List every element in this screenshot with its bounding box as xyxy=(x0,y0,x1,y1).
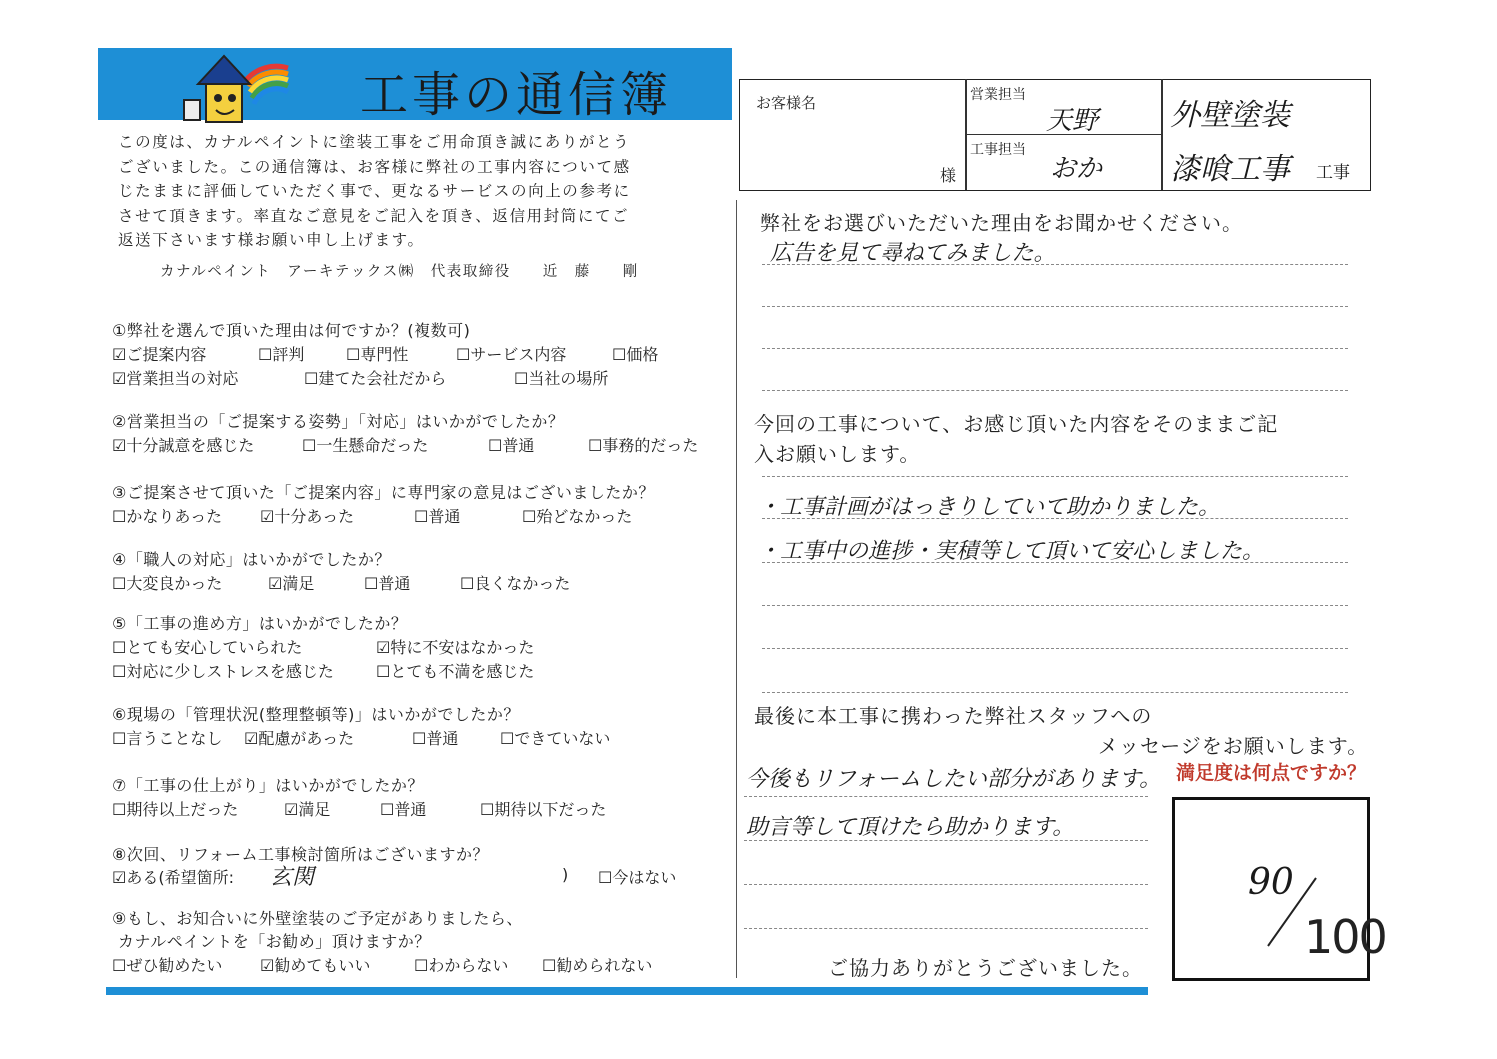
reason-heading: 弊社をお選びいただいた理由をお聞かせください。 xyxy=(760,211,1243,235)
sales-label: 営業担当 xyxy=(970,87,1026,103)
rule-line xyxy=(744,928,1148,929)
honorific-label: 様 xyxy=(940,166,957,185)
option-9-3[interactable]: ☐わからない xyxy=(414,956,509,975)
option-3-1[interactable]: ☐かなりあった xyxy=(112,507,223,526)
sales-value[interactable]: 天野 xyxy=(1046,106,1099,136)
thanks-text: ご協力ありがとうございました。 xyxy=(828,956,1143,980)
mascot-painter-icon xyxy=(176,50,296,130)
bottom-bar xyxy=(106,987,1148,995)
rule-line xyxy=(762,518,1348,519)
option-8-1[interactable]: ☑ある(希望箇所: xyxy=(112,868,234,887)
rule-line xyxy=(762,476,1348,477)
rule-line xyxy=(744,796,1148,797)
column-divider xyxy=(736,200,737,978)
option-9-4[interactable]: ☐勧められない xyxy=(542,956,653,975)
customer-name-label: お客様名 xyxy=(756,94,817,112)
rule-line xyxy=(744,884,1148,885)
question-4: ④「職人の対応」はいかがでしたか？ xyxy=(112,550,391,569)
option-1-1[interactable]: ☑ご提案内容 xyxy=(112,345,207,364)
option-6-4[interactable]: ☐できていない xyxy=(500,729,611,748)
option-2-2[interactable]: ☐一生懸命だった xyxy=(302,436,429,455)
option-5-1[interactable]: ☐とても安心していられた xyxy=(112,638,303,657)
option-1-5[interactable]: ☐価格 xyxy=(612,345,659,364)
question-9: ⑨もし、お知合いに外壁塗装のご予定がありましたら、 xyxy=(112,909,523,928)
work-suffix: 工事 xyxy=(1316,163,1350,183)
reason-answer[interactable]: 広告を見て尋ねてみました。 xyxy=(770,241,1056,266)
option-5-2[interactable]: ☑特に不安はなかった xyxy=(376,638,535,657)
option-3-3[interactable]: ☐普通 xyxy=(414,507,461,526)
option-7-4[interactable]: ☐期待以下だった xyxy=(480,800,607,819)
rule-line xyxy=(762,692,1348,693)
intro-line: させて頂きます。率直なご意見をご記入を頂き、返信用封筒にてご xyxy=(118,206,630,225)
question-1: ①弊社を選んで頂いた理由は何ですか？(複数可) xyxy=(112,321,471,340)
impression-heading-2: 入お願いします。 xyxy=(754,442,921,466)
option-9-2[interactable]: ☑勧めてもいい xyxy=(260,956,371,975)
option-2-4[interactable]: ☐事務的だった xyxy=(588,436,699,455)
option-9-1[interactable]: ☐ぜひ勧めたい xyxy=(112,956,223,975)
question-7: ⑦「工事の仕上がり」はいかがでしたか？ xyxy=(112,776,424,795)
impression-answer-1[interactable]: ・工事計画がはっきりしていて助かりました。 xyxy=(758,495,1221,520)
question-9-line2: カナルペイントを「お勧め」頂けますか？ xyxy=(118,932,431,951)
option-1-3[interactable]: ☐専門性 xyxy=(346,345,409,364)
option-8-close: ) xyxy=(562,865,569,884)
option-1-8[interactable]: ☐当社の場所 xyxy=(514,369,609,388)
intro-line: この度は、カナルペイントに塗装工事をご用命頂き誠にありがとう xyxy=(118,133,631,151)
option-6-1[interactable]: ☐言うことなし xyxy=(112,729,223,748)
option-3-2[interactable]: ☑十分あった xyxy=(260,507,355,526)
question-2: ②営業担当の「ご提案する姿勢」「対応」はいかがでしたか？ xyxy=(112,412,565,431)
work-type-1[interactable]: 外壁塗装 xyxy=(1170,98,1290,133)
intro-text xyxy=(118,130,718,253)
question-8: ⑧次回、リフォーム工事検討箇所はございますか？ xyxy=(112,845,490,864)
staff-message-2[interactable]: 助言等して頂けたら助かります。 xyxy=(746,815,1075,840)
rule-line xyxy=(762,605,1348,606)
option-4-1[interactable]: ☐大変良かった xyxy=(112,574,223,593)
question-3: ③ご提案させて頂いた「ご提案内容」に専門家の意見はございましたか？ xyxy=(112,483,655,502)
option-1-6[interactable]: ☑営業担当の対応 xyxy=(112,369,239,388)
staff-heading-2: メッセージをお願いします。 xyxy=(1098,734,1369,758)
rule-line xyxy=(762,390,1348,391)
intro-line: じたままに評価していただく事で、更なるサービスの向上の参考に xyxy=(118,182,631,200)
score-label: 満足度は何点ですか？ xyxy=(1176,762,1367,784)
intro-line: ございました。この通信簿は、お客様に弊社の工事内容について感 xyxy=(118,157,631,176)
option-5-4[interactable]: ☐とても不満を感じた xyxy=(376,662,535,681)
option-5-3[interactable]: ☐対応に少しストレスを感じた xyxy=(112,662,334,681)
signer-line: カナルペイント アーキテックス㈱ 代表取締役 近 藤 剛 xyxy=(160,264,639,280)
option-3-4[interactable]: ☐殆どなかった xyxy=(522,507,633,526)
option-6-2[interactable]: ☑配慮があった xyxy=(244,729,355,748)
question-5: ⑤「工事の進め方」はいかがでしたか？ xyxy=(112,614,408,633)
impression-heading: 今回の工事について、お感じ頂いた内容をそのままご記 xyxy=(754,412,1279,436)
score-max: 100 xyxy=(1304,910,1386,964)
staff-message-1[interactable]: 今後もリフォームしたい部分があります。 xyxy=(746,767,1162,792)
rule-line xyxy=(762,306,1348,307)
work-type-2[interactable]: 漆喰工事 xyxy=(1170,152,1290,187)
option-2-1[interactable]: ☑十分誠意を感じた xyxy=(112,436,255,455)
rule-line xyxy=(762,348,1348,349)
work-value[interactable]: おか xyxy=(1050,154,1103,184)
option-1-7[interactable]: ☐建てた会社だから xyxy=(304,369,447,388)
option-1-2[interactable]: ☐評判 xyxy=(258,345,305,364)
work-label: 工事担当 xyxy=(970,142,1026,158)
intro-line: 返送下さいます様お願い申し上げます。 xyxy=(118,231,425,249)
option-7-1[interactable]: ☐期待以上だった xyxy=(112,800,239,819)
impression-answer-2[interactable]: ・工事中の進捗・実積等して頂いて安心しました。 xyxy=(758,539,1265,564)
staff-heading: 最後に本工事に携わった弊社スタッフへの xyxy=(754,704,1153,728)
option-7-2[interactable]: ☑満足 xyxy=(284,800,331,819)
option-1-4[interactable]: ☐サービス内容 xyxy=(456,345,567,364)
page-title: 工事の通信簿 xyxy=(360,67,673,123)
option-6-3[interactable]: ☐普通 xyxy=(412,729,459,748)
option-7-3[interactable]: ☐普通 xyxy=(380,800,427,819)
score-value[interactable]: 90 xyxy=(1248,862,1294,903)
option-8-2[interactable]: ☐今はない xyxy=(598,868,677,887)
question-6: ⑥現場の「管理状況(整理整頓等)」はいかがでしたか？ xyxy=(112,705,520,724)
option-4-3[interactable]: ☐普通 xyxy=(364,574,411,593)
option-8-answer[interactable]: 玄関 xyxy=(270,865,315,890)
rule-line xyxy=(762,264,1348,265)
option-4-2[interactable]: ☑満足 xyxy=(268,574,315,593)
rule-line xyxy=(762,648,1348,649)
rule-line xyxy=(744,840,1148,841)
option-2-3[interactable]: ☐普通 xyxy=(488,436,535,455)
rule-line xyxy=(762,562,1348,563)
option-4-4[interactable]: ☐良くなかった xyxy=(460,574,571,593)
